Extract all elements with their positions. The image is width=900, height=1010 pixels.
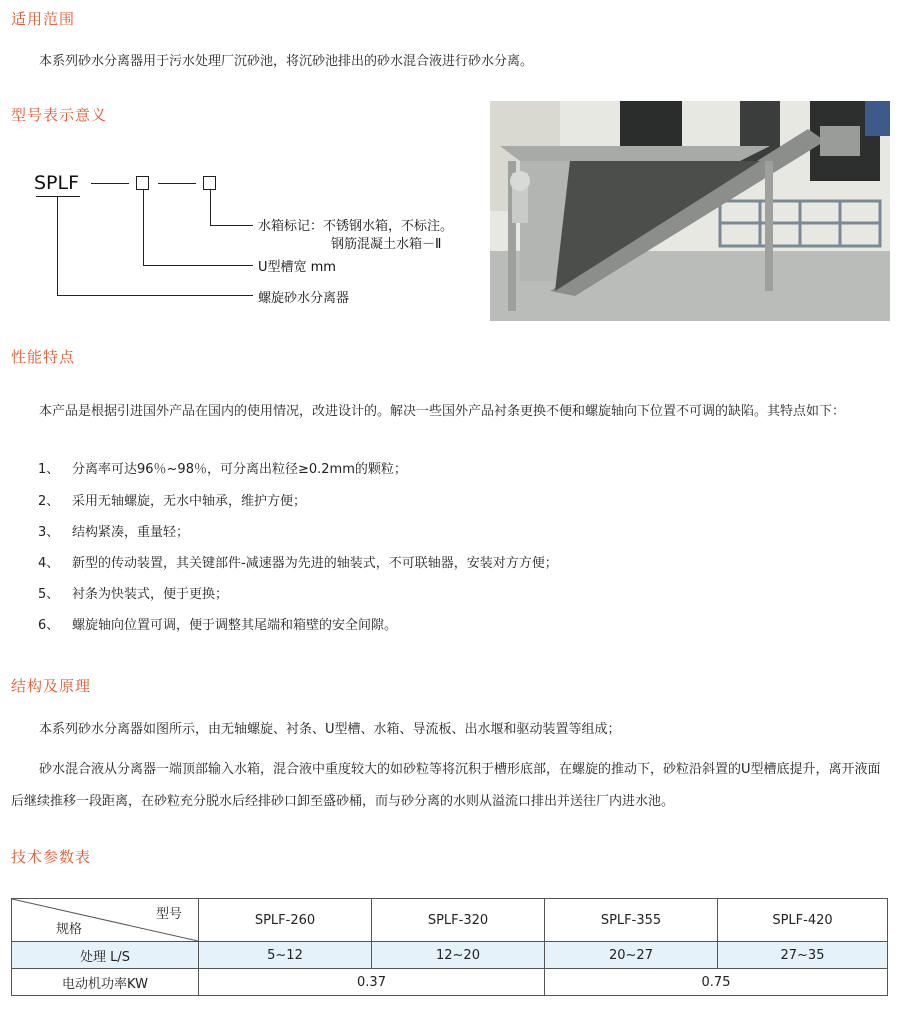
scope-text: 本系列砂水分离器用于污水处理厂沉砂池，将沉砂池排出的砂水混合液进行砂水分离。 <box>39 54 534 69</box>
section-title-features: 性能特点 <box>11 348 76 366</box>
corner-label-spec: 规格 <box>56 922 83 937</box>
section-title-scope: 适用范围 <box>11 10 76 28</box>
table-corner-cell <box>12 899 199 942</box>
table-cell: 27~35 <box>718 942 888 969</box>
table-cell: 0.75 <box>545 969 888 996</box>
product-photo <box>490 101 890 321</box>
table-cell: 20~27 <box>545 942 718 969</box>
model-label-tank-concrete: 钢筋混凝土水箱－Ⅱ <box>331 237 442 252</box>
list-item: 2、 采用无轴螺旋，无水中轴承，维护方便； <box>38 494 307 509</box>
spec-table <box>11 898 888 996</box>
list-item: 4、 新型的传动装置，其关键部件-减速器为先进的轴装式，不可联轴器，安装对方方便； <box>38 556 558 571</box>
list-item: 1、 分离率可达96％~98％，可分离出粒径≥0.2mm的颗粒； <box>38 462 407 477</box>
table-row-label: 处理 L/S <box>12 942 199 969</box>
model-label-width: U型槽宽 mm <box>258 260 336 275</box>
section-title-principle: 结构及原理 <box>11 677 92 695</box>
table-cell: 0.37 <box>199 969 545 996</box>
table-row <box>12 899 888 942</box>
list-item: 3、 结构紧凑，重量轻； <box>38 525 190 540</box>
list-item: 6、 螺旋轴向位置可调，便于调整其尾端和箱壁的安全间隙。 <box>38 618 398 633</box>
model-label-type: 螺旋砂水分离器 <box>258 291 350 306</box>
principle-paragraph-1: 本系列砂水分离器如图所示，由无轴螺旋、衬条、U型槽、水箱、导流板、出水堰和驱动装置等组成； <box>39 722 621 737</box>
model-box-2 <box>203 176 216 190</box>
section-title-specs: 技术参数表 <box>11 848 92 866</box>
table-cell: 12~20 <box>372 942 545 969</box>
table-cell: 5~12 <box>199 942 372 969</box>
table-header-model: SPLF-355 <box>545 899 718 942</box>
table-row <box>12 942 888 969</box>
principle-paragraph-2: 砂水混合液从分离器一端顶部输入水箱，混合液中重度较大的如砂粒等将沉积于槽形底部，在螺旋的推动下，砂粒沿斜置的U型槽底提升，离开液面后继续推移一段距离，在砂粒充分脱水后经排砂口卸至盛砂桶，而与砂分离的水则从溢流口排出并送往厂内进水池。 <box>11 762 881 809</box>
table-row <box>12 969 888 996</box>
model-box-1 <box>136 176 149 190</box>
table-header-model: SPLF-260 <box>199 899 372 942</box>
list-item: 5、 衬条为快装式，便于更换； <box>38 587 229 602</box>
section-title-model: 型号表示意义 <box>11 106 108 124</box>
table-row-label: 电动机功率KW <box>12 969 199 996</box>
features-intro: 本产品是根据引进国外产品在国内的使用情况，改进设计的。解决一些国外产品衬条更换不便和螺旋轴向下位置不可调的缺陷。其特点如下： <box>39 404 846 419</box>
table-header-model: SPLF-320 <box>372 899 545 942</box>
corner-label-model: 型号 <box>155 907 182 922</box>
model-code: SPLF <box>34 172 80 194</box>
model-label-tank: 水箱标记：不锈钢水箱，不标注。 <box>258 219 454 234</box>
table-header-model: SPLF-420 <box>718 899 888 942</box>
